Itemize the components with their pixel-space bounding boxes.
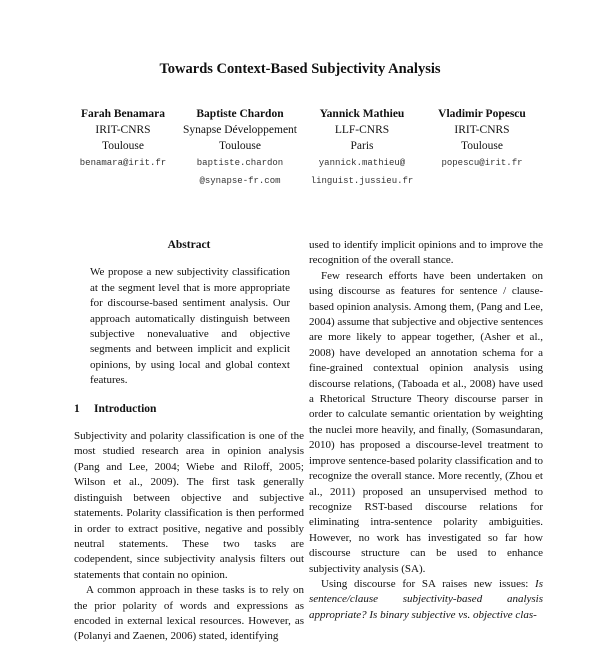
- right-paragraph-1: used to identify implicit opinions and to improve the recognition of the overall stance.: [309, 239, 543, 267]
- section-title: Introduction: [94, 402, 157, 415]
- author-city: Paris: [350, 140, 374, 152]
- author-block-chardon: [172, 106, 308, 190]
- intro-paragraph-2: A common approach in these tasks is to rely on the prior polarity of words and expressions as encoded in external lexical resources. However, as (Polanyi and Zaenen, 2006) stated, identifying: [74, 584, 304, 643]
- paper-title: Towards Context-Based Subjectivity Analysis: [159, 61, 441, 77]
- author-affiliation: IRIT-CNRS: [95, 124, 151, 136]
- author-email-line-2: @synapse-fr.com: [199, 176, 281, 186]
- author-email: popescu@irit.fr: [441, 158, 523, 168]
- intro-paragraph-1: Subjectivity and polarity classification is one of the most studied research area in opinion analysis (Pang and Lee, 2004; Wiebe and Riloff, 2005; Wilson et al., 2009). The first task generally distinguish between objective and subjective statements. Polarity classification is then performed in order to extract positive, negative and possibly neutral statements. These two tasks are codependent, since subjectivity analysis filters out statements that contain no opinion.: [74, 430, 304, 581]
- author-block-mathieu: [300, 106, 424, 190]
- abstract-heading: Abstract: [167, 239, 211, 251]
- author-email-line-2: linguist.jussieu.fr: [310, 176, 414, 186]
- author-email: [300, 154, 424, 190]
- right-column: [309, 238, 543, 623]
- author-name: Yannick Mathieu: [319, 108, 405, 120]
- paragraph-italic-text: Is sentence/clause subjectivity-based analysis appropriate? Is binary subjective vs. objective clas-: [309, 577, 543, 621]
- right-paragraph-2: Few research efforts have been undertaken on using discourse as features for sentence / clause-based opinion analysis. Among them, (Pang and Lee, 2004) assume that subjective and objective sentences are more likely to appear together, (Asher et al., 2008) have developed an annotation schema for a fine-grained contextual opinion analysis using discourse relations, (Taboada et al., 2008) have used a Rhetorical Structure Theory discourse parser in order to calculate semantic orientation by weighting the nuclei more heavily, and finally, (Somasundaran, 2010) has proposed a discourse-level treatment to improve sentence-based polarity classification and to recognize the overall stance. More recently, (Zhou et al., 2011) proposed an unsupervised method to recognize RST-based discourse relations for eliminating intra-sentence polarity ambiguities. However, no work has investigated so far how discourse structure can be used to enhance subjectivity analysis (SA).: [309, 269, 544, 575]
- paragraph-lead-text: Using discourse for SA raises new issues:: [321, 577, 529, 590]
- author-affiliation: IRIT-CNRS: [454, 124, 510, 136]
- author-email-line-1: yannick.mathieu@: [318, 158, 406, 168]
- author-block-popescu: [420, 106, 544, 172]
- author-city: Toulouse: [102, 140, 144, 152]
- abstract-text: We propose a new subjectivity classification at the segment level that is more appropriate for discourse-based sentiment analysis. Our approach automatically distinguish between subjective nonevaluative and objective segments and between implicit and explicit opinions, by using local and global context features.: [90, 266, 290, 387]
- author-block-benamara: [58, 106, 188, 172]
- author-name: Baptiste Chardon: [196, 108, 284, 120]
- section-heading-introduction: [74, 402, 304, 417]
- author-city: Toulouse: [219, 140, 261, 152]
- author-email: benamara@irit.fr: [79, 158, 167, 168]
- left-column: [74, 238, 304, 645]
- author-affiliation: LLF-CNRS: [334, 124, 390, 136]
- author-name: Farah Benamara: [80, 108, 165, 120]
- author-email-line-1: baptiste.chardon: [196, 158, 284, 168]
- author-city: Toulouse: [461, 140, 503, 152]
- author-email: [172, 154, 308, 190]
- section-number: 1: [74, 402, 80, 415]
- author-name: Vladimir Popescu: [438, 108, 526, 120]
- author-affiliation: Synapse Développement: [182, 124, 297, 136]
- right-paragraph-3: [309, 577, 543, 623]
